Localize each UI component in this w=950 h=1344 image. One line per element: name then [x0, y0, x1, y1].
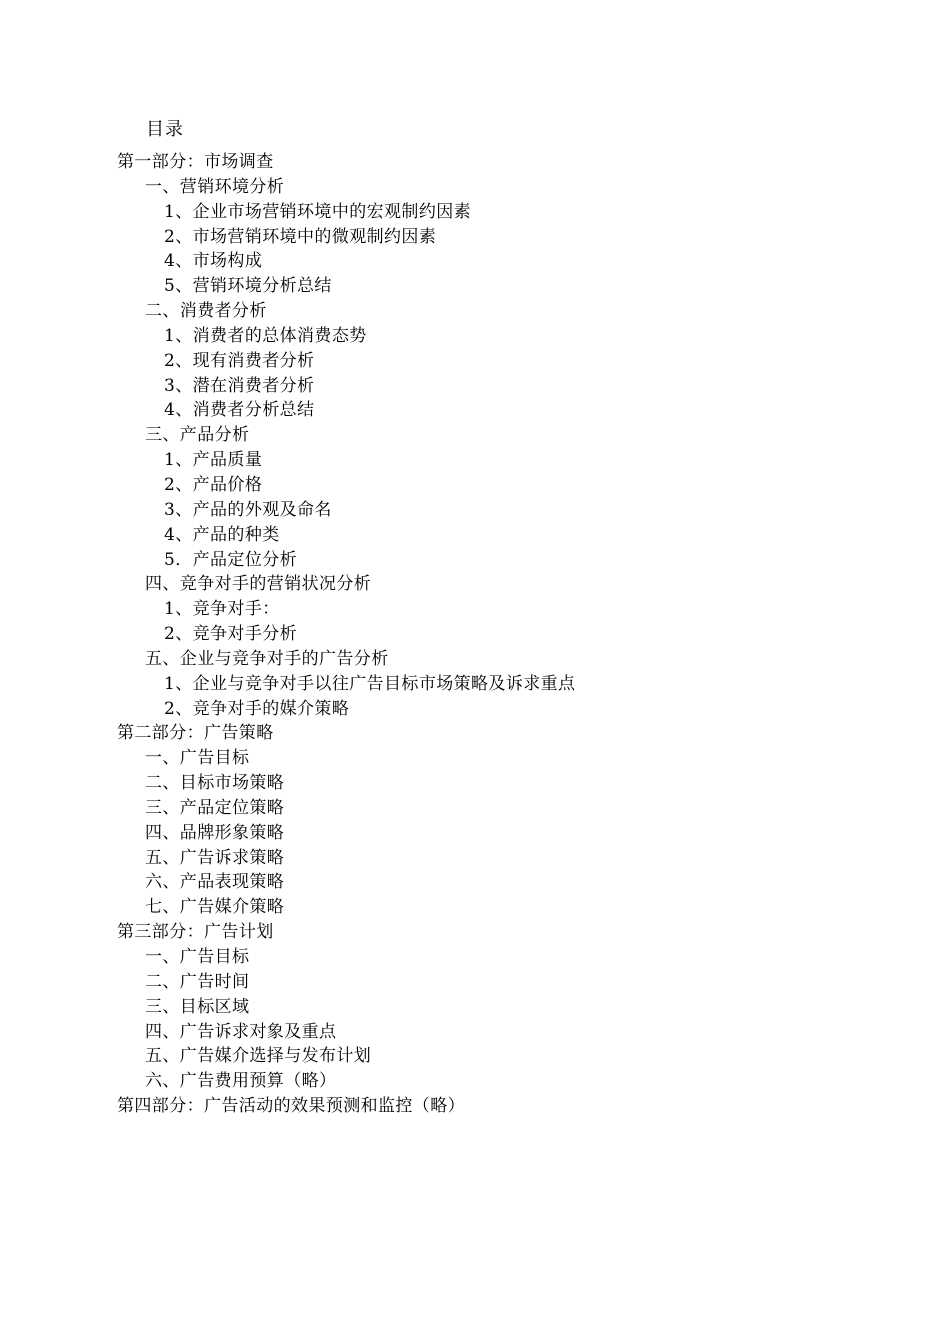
toc-subsection-item: 2、市场营销环境中的微观制约因素 — [164, 226, 437, 247]
toc-title: 目录 — [146, 119, 184, 140]
toc-subsection-item: 4、消费者分析总结 — [164, 400, 315, 421]
table-of-contents — [117, 150, 575, 1119]
toc-section-item: 四、竞争对手的营销状况分析 — [145, 574, 372, 595]
toc-section-item: 六、广告费用预算（略） — [145, 1071, 337, 1092]
toc-part-heading: 第三部分：广告计划 — [117, 922, 274, 943]
toc-subsection-item: 2、竞争对手的媒介策略 — [164, 698, 350, 719]
toc-section-item: 二、消费者分析 — [145, 301, 267, 322]
toc-section-item: 四、品牌形象策略 — [145, 822, 285, 843]
toc-part-heading: 第一部分：市场调查 — [117, 152, 274, 172]
toc-section-item: 三、目标区域 — [145, 996, 250, 1017]
toc-subsection-item: 1、产品质量 — [164, 450, 263, 471]
toc-subsection-item: 1、竞争对手： — [164, 599, 280, 620]
toc-section-item: 六、产品表现策略 — [145, 872, 285, 893]
toc-subsection-item: 4、产品的种类 — [164, 524, 280, 545]
toc-section-item: 一、营销环境分析 — [145, 176, 285, 197]
toc-section-item: 四、广告诉求对象及重点 — [145, 1021, 337, 1042]
toc-subsection-item: 3、产品的外观及命名 — [164, 499, 332, 520]
toc-section-item: 五、企业与竞争对手的广告分析 — [145, 648, 389, 669]
toc-subsection-item: 5．产品定位分析 — [164, 549, 298, 570]
toc-subsection-item: 1、企业市场营销环境中的宏观制约因素 — [164, 201, 472, 222]
toc-subsection-item: 2、产品价格 — [164, 474, 263, 495]
toc-section-item: 五、广告诉求策略 — [145, 847, 285, 868]
toc-subsection-item: 2、竞争对手分析 — [164, 624, 298, 645]
toc-section-item: 五、广告媒介选择与发布计划 — [145, 1046, 372, 1067]
toc-subsection-item: 2、现有消费者分析 — [164, 350, 315, 371]
toc-part-heading: 第二部分：广告策略 — [117, 723, 274, 744]
toc-part-heading: 第四部分：广告活动的效果预测和监控（略） — [117, 1096, 465, 1117]
toc-subsection-item: 1、消费者的总体消费态势 — [164, 325, 367, 346]
toc-section-item: 三、产品分析 — [145, 425, 250, 446]
toc-section-item: 二、广告时间 — [145, 971, 250, 992]
toc-section-item: 二、目标市场策略 — [145, 773, 285, 794]
toc-subsection-item: 5、营销环境分析总结 — [164, 276, 332, 297]
toc-section-item: 三、产品定位策略 — [145, 797, 285, 818]
toc-subsection-item: 1、企业与竞争对手以往广告目标市场策略及诉求重点 — [164, 673, 576, 694]
toc-subsection-item: 4、市场构成 — [164, 251, 263, 272]
toc-section-item: 七、广告媒介策略 — [145, 897, 285, 918]
toc-section-item: 一、广告目标 — [145, 748, 250, 769]
toc-subsection-item: 3、潜在消费者分析 — [164, 375, 315, 396]
toc-section-item: 一、广告目标 — [145, 947, 250, 967]
